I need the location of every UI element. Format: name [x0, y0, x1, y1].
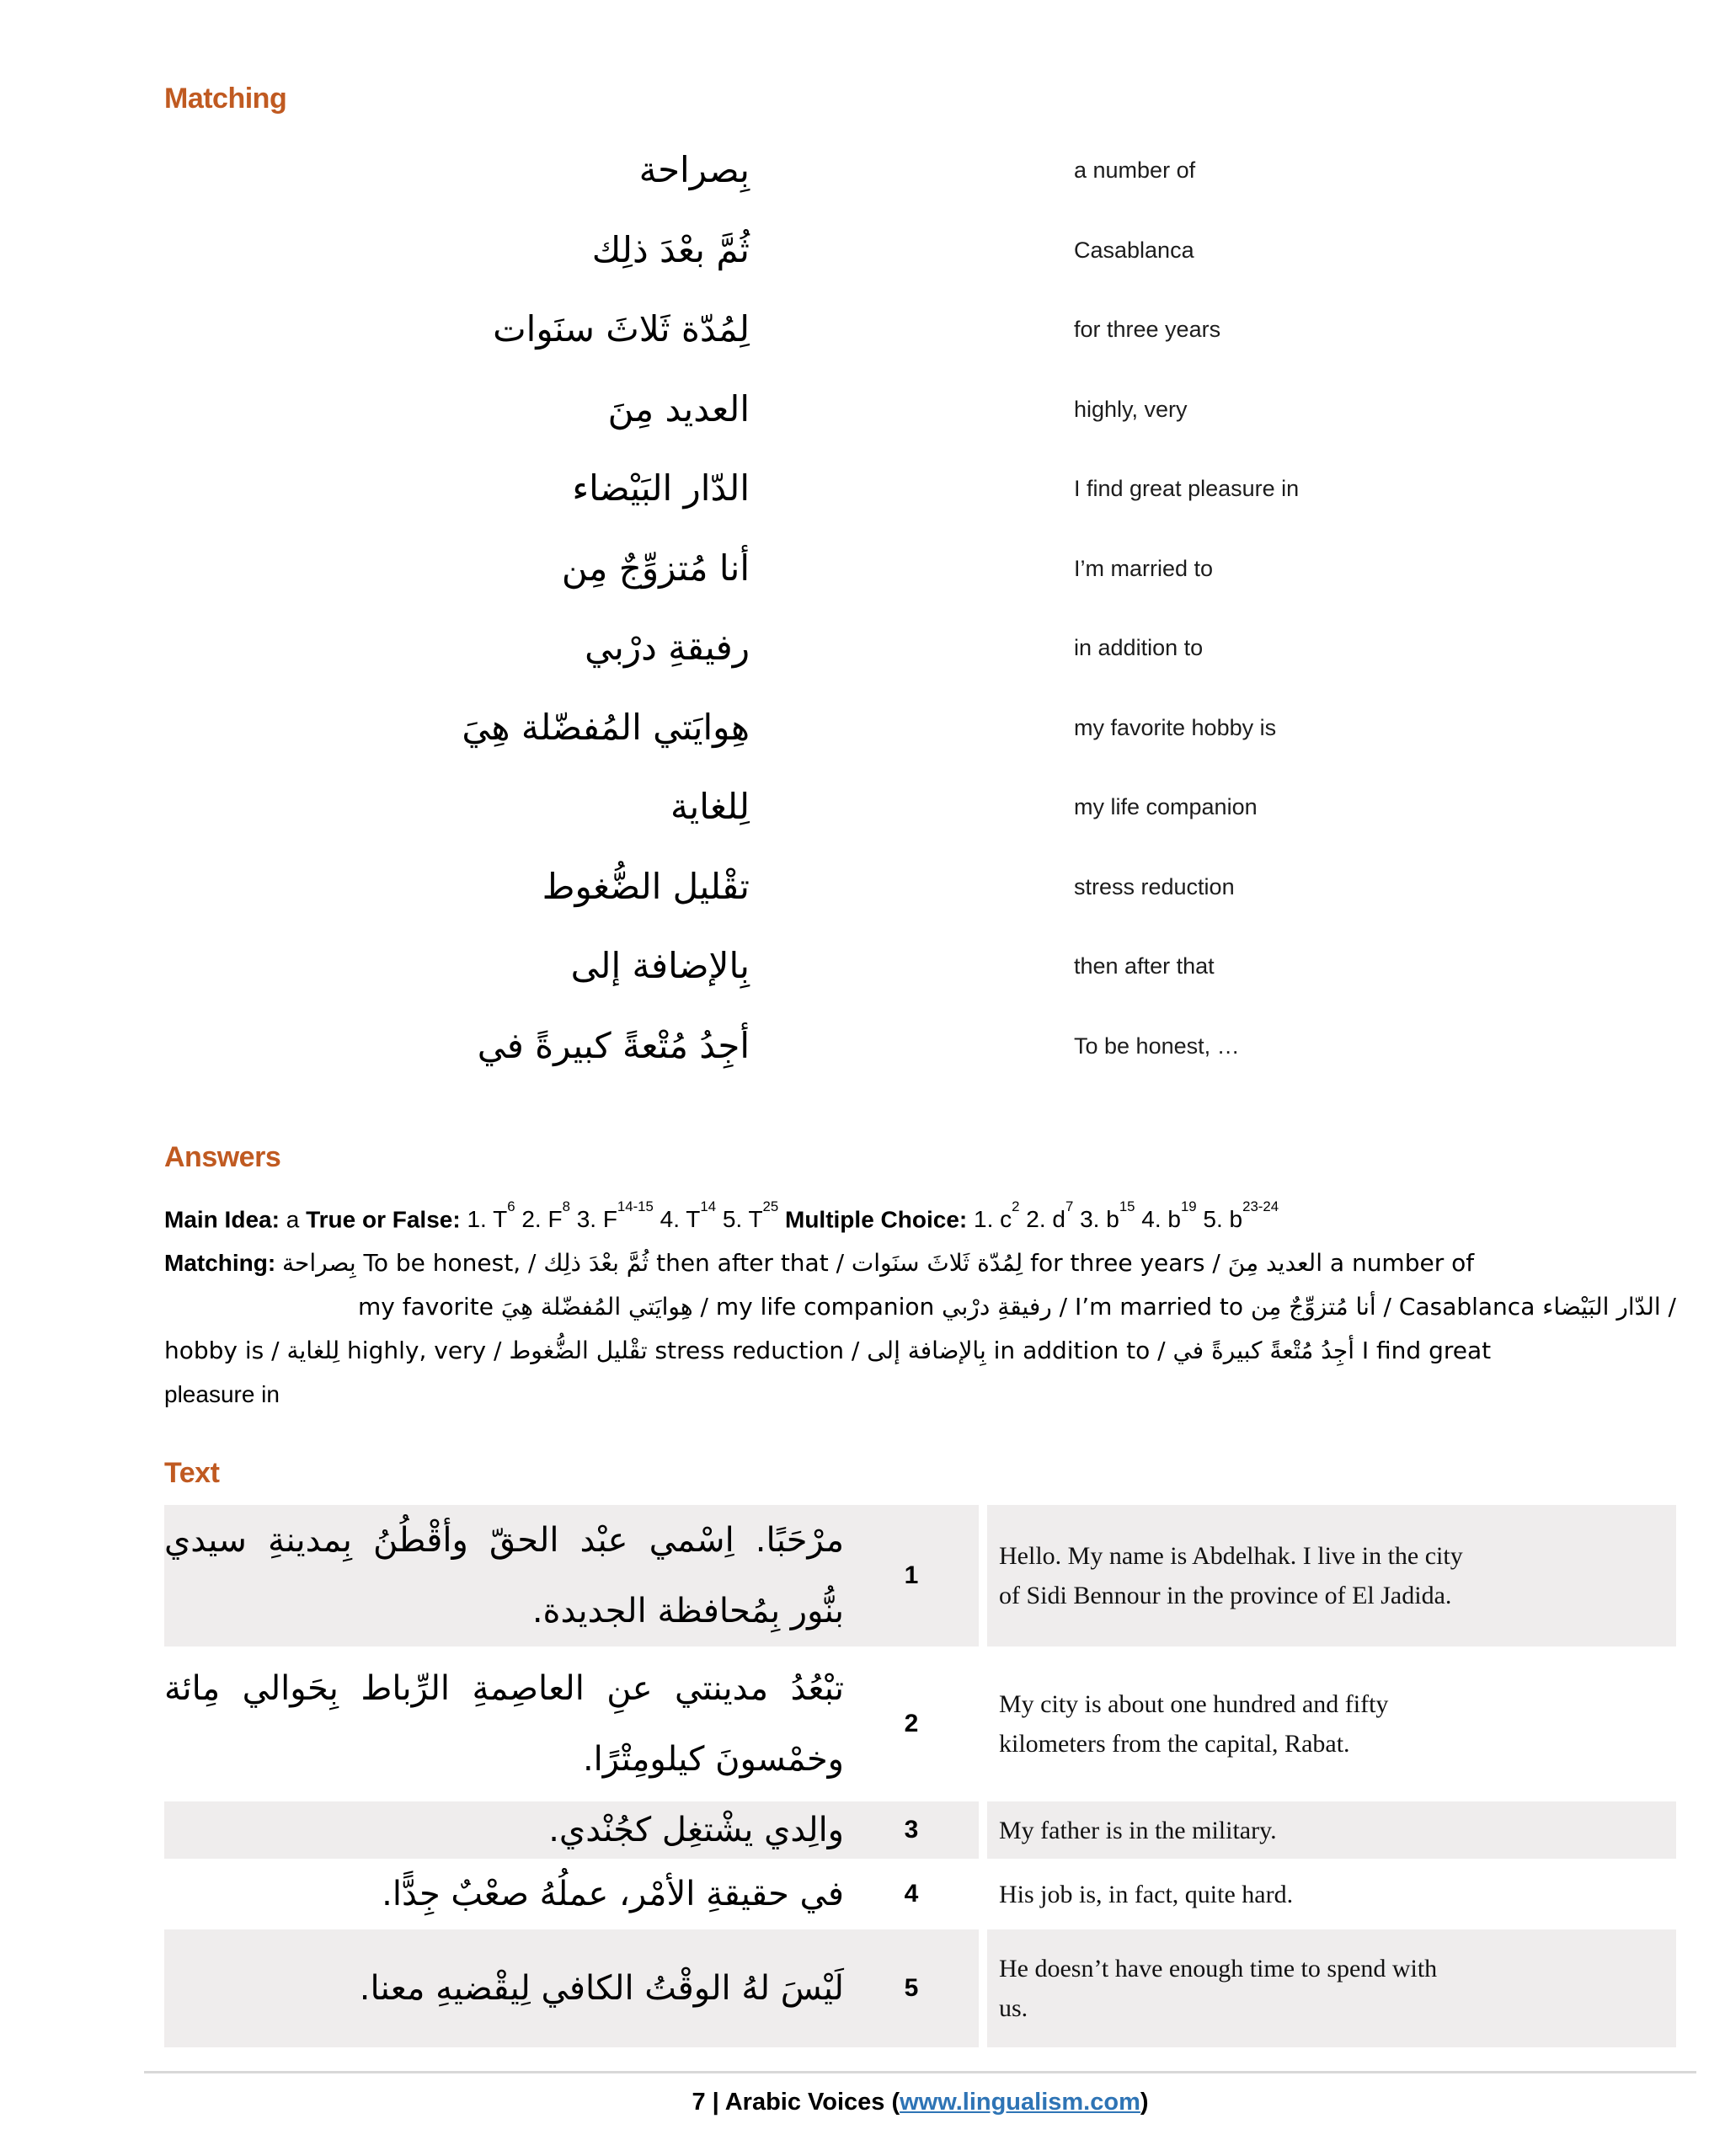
matching-pair-row	[164, 767, 1676, 847]
matching-answers-text-1: بِصراحة To be honest, / ثُمَّ بعْدَ ذلِك then after that / لِمُدّة ثَلاثَ سنَوات for three years / العديد مِنَ a number of	[282, 1249, 1475, 1278]
arabic-sentence: تبْعُدُ مدينتي عنِ العاصِمةِ الرِّباط بِحَوالي مِائة وخمْسونَ كيلومِتْرًا.	[164, 1669, 844, 1780]
english-translation: His job is, in fact, quite hard.	[999, 1880, 1294, 1908]
footer-prefix: 7 | Arabic Voices (	[692, 2089, 900, 2116]
answer-line-reference: 8	[562, 1198, 570, 1214]
matching-pair-row	[164, 688, 1676, 768]
matching-english-item: a number of	[1074, 157, 1196, 184]
answer-line-reference: 19	[1180, 1198, 1197, 1214]
lingualism-link[interactable]: www.lingualism.com	[900, 2089, 1140, 2116]
cell-gap	[979, 1865, 987, 1923]
matching-arabic-item: ثُمَّ بعْدَ ذلِك	[591, 228, 750, 270]
arabic-sentence: والِدي يشْتغِل كجُنْدي.	[548, 1811, 844, 1850]
answer-line-reference: 2	[1012, 1198, 1020, 1214]
row-number: 1	[904, 1561, 919, 1590]
answers-line-matching-3: hobby is / لِلغاية highly, very / تقْليل الضُّغوط stress reduction / بِالإضافة إلى in addition to / أجِدُ مُتْعةً كبيرةً في I find great	[164, 1337, 1492, 1365]
matching-arabic-item: الدّار البَيْضاء	[572, 467, 750, 510]
matching-pair-row	[164, 529, 1676, 609]
matching-arabic-item: هِوايَتي المُفضّلة هِيَ	[462, 706, 750, 748]
matching-arabic-item: بِالإضافة إلى	[570, 945, 750, 987]
matching-pair-row	[164, 1006, 1676, 1086]
table-row	[164, 1653, 1676, 1795]
english-translation: He doesn’t have enough time to spend with us.	[987, 1929, 1676, 2047]
matching-english-item: my favorite hobby is	[1074, 714, 1277, 740]
matching-arabic-item: رفيقةِ درْبي	[585, 627, 750, 669]
matching-arabic-item: العديد مِنَ	[607, 387, 750, 430]
multiple-choice-answers: 1. $c^2$ 2. $d^7$ 3. $b^{15}$ 4. $b^{19}$ 5. $b^{23-24}$	[974, 1198, 1279, 1233]
answers-line-matching-2: / الدّار البَيْضاء Casablanca / أنا مُتزوِّجٌ مِن I’m married to / رفيقةِ درْبي my life companion / هِوايَتي المُفضّلة هِيَ my favorite	[358, 1293, 1676, 1321]
answer-line-reference: 25	[762, 1198, 779, 1214]
arabic-cell	[164, 1801, 979, 1859]
matching-arabic-item: تقْليل الضُّغوط	[542, 865, 750, 907]
matching-pair-row	[164, 370, 1676, 450]
english-translation: My city is about one hundred and fifty kilometers from the capital, Rabat.	[999, 1690, 1389, 1758]
answer-line-reference: 14-15	[617, 1198, 654, 1214]
multiple-choice-label: Multiple Choice:	[785, 1206, 968, 1233]
arabic-cell	[164, 1865, 979, 1923]
matching-label: Matching:	[164, 1250, 276, 1277]
table-row	[164, 1929, 1676, 2047]
matching-heading: Matching	[164, 83, 287, 115]
english-translation: My father is in the military.	[987, 1801, 1676, 1859]
arabic-cell	[164, 1505, 979, 1646]
table-row	[164, 1801, 1676, 1859]
matching-pair-row	[164, 131, 1676, 211]
answer-line-reference: 7	[1065, 1198, 1074, 1214]
matching-english-item: Casablanca	[1074, 237, 1194, 263]
true-false-answers: 1. $T^6$ 2. $F^8$ 3. $F^{14-15}$ 4. $T^{14}$ 5. $T^{25}$	[467, 1198, 779, 1233]
answer-line-reference: 14	[700, 1198, 717, 1214]
main-idea-label: Main Idea:	[164, 1206, 280, 1233]
cell-gap	[979, 1929, 987, 2047]
matching-english-item: my life companion	[1074, 794, 1258, 820]
footer-divider	[144, 2071, 1696, 2073]
table-row	[164, 1865, 1676, 1923]
matching-pair-row	[164, 926, 1676, 1006]
matching-arabic-item: أنا مُتزوِّجٌ مِن	[561, 547, 750, 589]
arabic-sentence: في حقيقةِ الأمْر، عملُهُ صعْبٌ جِدًّا.	[382, 1875, 844, 1914]
matching-arabic-item: بِصراحة	[638, 149, 750, 191]
matching-english-item: I’m married to	[1074, 555, 1214, 581]
matching-pair-row	[164, 290, 1676, 370]
answer-line-reference: 23-24	[1242, 1198, 1279, 1214]
matching-english-item: in addition to	[1074, 635, 1204, 661]
cell-gap	[979, 1505, 987, 1646]
main-idea-value: a	[286, 1206, 300, 1233]
arabic-cell	[164, 1653, 979, 1795]
answers-line-matching-4: pleasure in	[164, 1381, 280, 1408]
english-translation: Hello. My name is Abdelhak. I live in the city of Sidi Bennour in the province of El Jadida.	[987, 1505, 1676, 1646]
footer-suffix: )	[1140, 2089, 1149, 2116]
matching-pair-row	[164, 847, 1676, 927]
row-number: 2	[904, 1710, 919, 1738]
matching-english-item: I find great pleasure in	[1074, 476, 1300, 502]
matching-pair-row	[164, 449, 1676, 529]
matching-arabic-item: لِمُدّة ثَلاثَ سنَوات	[493, 308, 750, 350]
row-number: 3	[904, 1816, 919, 1844]
translation-table	[164, 1505, 1676, 2047]
matching-english-item: then after that	[1074, 953, 1215, 979]
answer-line-reference: 6	[507, 1198, 515, 1214]
matching-pair-row	[164, 211, 1676, 291]
matching-arabic-item: أجِدُ مُتْعةً كبيرةً في	[477, 1024, 750, 1066]
cell-gap	[979, 1801, 987, 1859]
matching-english-item: highly, very	[1074, 396, 1188, 422]
matching-pair-row	[164, 608, 1676, 688]
answers-heading: Answers	[164, 1141, 281, 1173]
page-footer	[164, 2087, 1676, 2117]
matching-arabic-item: لِلغاية	[670, 786, 750, 828]
arabic-sentence: مرْحَبًا. اِسْمي عبْد الحقّ وأقْطُنُ بِمدينةِ سيدي بنُّور بِمُحافظة الجديدة.	[164, 1521, 844, 1631]
answer-line-reference: 15	[1119, 1198, 1135, 1214]
row-number: 5	[904, 1974, 919, 2003]
matching-english-item: for three years	[1074, 317, 1221, 343]
table-row	[164, 1505, 1676, 1646]
answers-paragraph	[164, 1193, 1676, 1417]
arabic-cell	[164, 1929, 979, 2047]
row-number: 4	[904, 1880, 919, 1908]
answers-line-main	[164, 1193, 1676, 1241]
answers-line-matching-1	[164, 1241, 1676, 1285]
arabic-sentence: لَيْسَ لهُ الوقْتُ الكافي لِيقْضيهِ معنا.	[359, 1969, 844, 2009]
cell-gap	[979, 1653, 987, 1795]
true-false-label: True or False:	[306, 1206, 461, 1233]
matching-list	[164, 131, 1676, 1086]
matching-english-item: stress reduction	[1074, 873, 1235, 899]
matching-english-item: To be honest, …	[1074, 1033, 1240, 1059]
text-heading: Text	[164, 1457, 220, 1490]
